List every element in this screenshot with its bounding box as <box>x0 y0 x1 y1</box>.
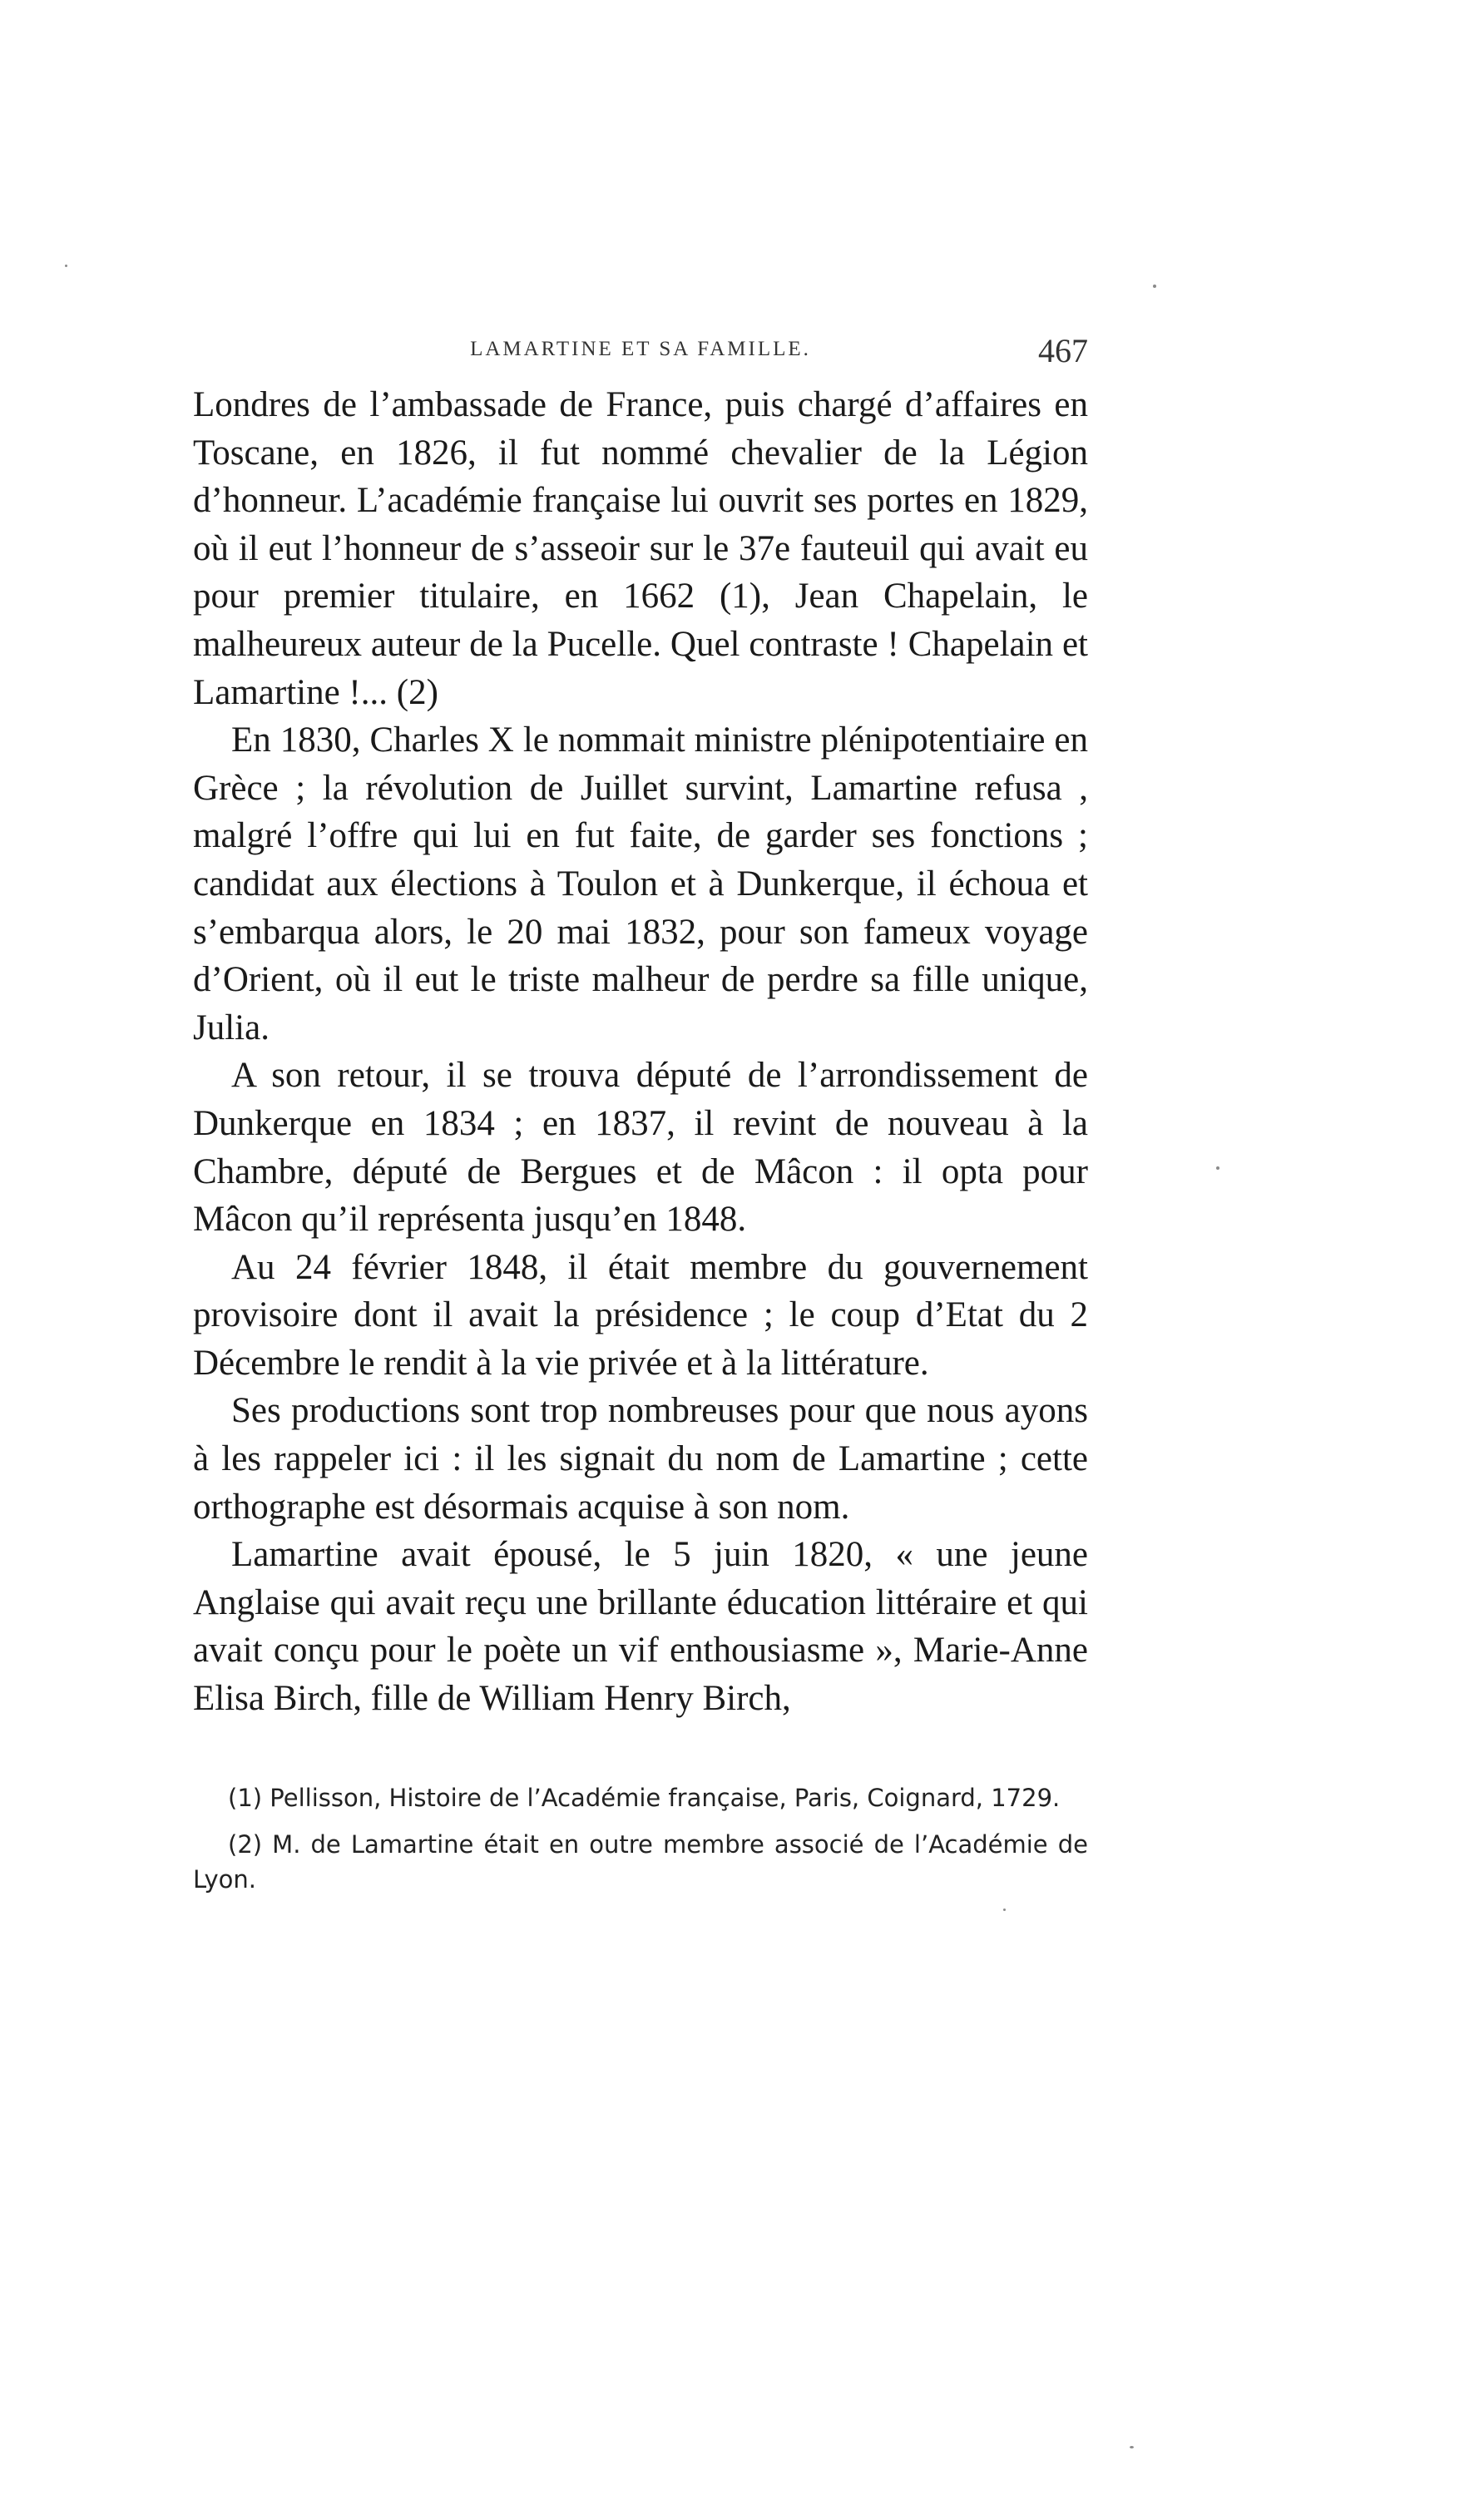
paragraph-3: A son retour, il se trouva député de l’arrondissement de Dunkerque en 1834 ; en 1837, il revint de nouveau à la Chambre, député de Bergues et de Mâcon : il opta pour Mâcon qu’il représenta jusqu’en 1848. <box>193 1056 1088 1240</box>
scan-speck <box>1130 2446 1134 2448</box>
paragraph-2: En 1830, Charles X le nommait ministre plénipotentiaire en Grèce ; la révolution de Juillet survint, Lamartine refusa , malgré l’offre qui lui en fut faite, de garder ses fonctions ; candidat aux élections à Toulon et à Dunkerque, il échoua et s’embarqua alors, le 20 mai 1832, pour son fameux voyage d’Orient, où il eut le triste malheur de perdre sa fille unique, Julia. <box>193 720 1088 1047</box>
paragraph-1: Londres de l’ambassade de France, puis chargé d’affaires en Toscane, en 1826, il fut nommé chevalier de la Légion d’honneur. L’académie française lui ouvrit ses portes en 1829, où il eut l’honneur de s’asseoir sur le 37e fauteuil qui avait eu pour premier titulaire, en 1662 (1), Jean Chapelain, le malheureux auteur de la Pucelle. Quel contraste ! Chapelain et Lamartine !... (2) <box>193 385 1088 712</box>
running-title: LAMARTINE ET SA FAMILLE. <box>470 338 811 360</box>
footnotes <box>193 1780 1088 1909</box>
scan-speck <box>1003 1909 1006 1911</box>
scan-speck <box>1216 1166 1219 1170</box>
scan-speck <box>65 265 67 267</box>
paragraph-4: Au 24 février 1848, il était membre du gouvernement provisoire dont il avait la présidence ; le coup d’Etat du 2 Décembre le rendit à la vie privée et à la littérature. <box>193 1247 1088 1383</box>
footnote-2: (2) M. de Lamartine était en outre membre associé de l’Académie de Lyon. <box>193 1830 1088 1894</box>
page-number: 467 <box>1038 332 1088 369</box>
scan-speck <box>1153 285 1156 288</box>
page-header <box>193 331 1088 373</box>
paragraph-6: Lamartine avait épousé, le 5 juin 1820, « une jeune Anglaise qui avait reçu une brillante éducation littéraire et qui avait conçu pour le poète un vif enthousiasme », Marie-Anne Elisa Birch, fille de William Henry Birch, <box>193 1535 1088 1719</box>
footnote-1: (1) Pellisson, Histoire de l’Académie française, Paris, Coignard, 1729. <box>228 1784 1061 1812</box>
paragraph-5: Ses productions sont trop nombreuses pour que nous ayons à les rappeler ici : il les signait du nom de Lamartine ; cette orthographe est désormais acquise à son nom. <box>193 1391 1088 1527</box>
body-text <box>193 381 1088 1723</box>
